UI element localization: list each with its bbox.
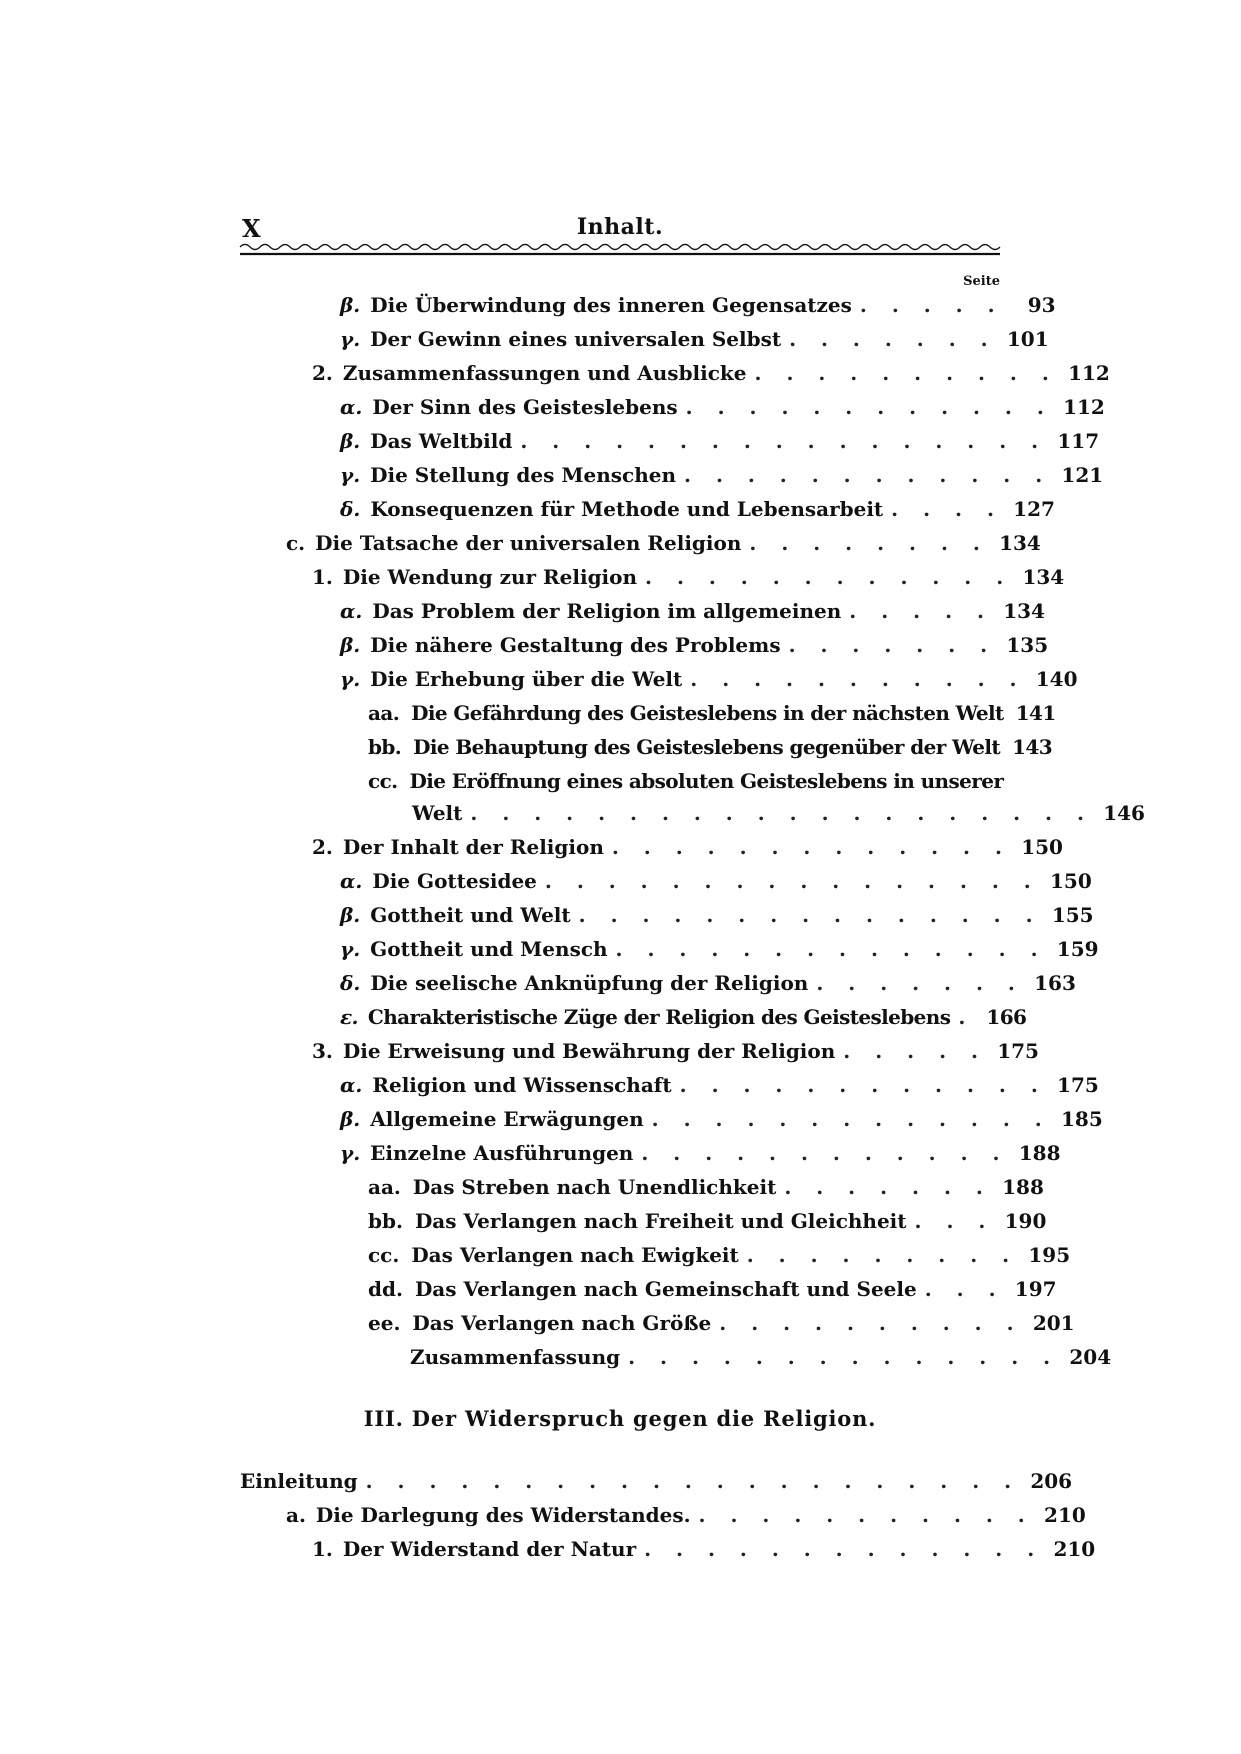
toc-leader-dots: . . . xyxy=(924,1277,1005,1301)
toc-leader-dots: . xyxy=(958,1005,975,1029)
toc-leader-dots: . . . . . . . . . . . . . xyxy=(611,835,1011,859)
toc-page-number: 150 xyxy=(1021,835,1063,859)
toc-leader-dots: . . . . . . . . . . . . xyxy=(685,395,1053,419)
toc-entry xyxy=(368,698,1056,728)
toc-label: δ. xyxy=(340,497,361,521)
toc-page-number: 143 xyxy=(1012,735,1053,759)
toc-page-number: 185 xyxy=(1061,1107,1103,1131)
seite-column-label: Seite xyxy=(963,274,1000,289)
toc-page-number: 150 xyxy=(1050,869,1092,893)
toc-leader-dots: . . . . . . . . . . . . . . xyxy=(615,937,1047,961)
toc-entry xyxy=(368,1172,1044,1202)
toc-page-number: 210 xyxy=(1053,1537,1096,1561)
toc-title: Die Gefährdung des Geisteslebens in der nächsten Welt xyxy=(411,701,1004,725)
toc-entry xyxy=(340,1104,1103,1134)
toc-title: Die Stellung des Menschen xyxy=(370,463,677,487)
toc-page-number: 134 xyxy=(1022,565,1065,589)
toc-page-number: 117 xyxy=(1057,429,1100,453)
toc-title: Das Streben nach Unendlichkeit xyxy=(412,1175,777,1199)
toc-label: γ. xyxy=(340,327,361,351)
toc-title: Die Erweisung und Bewährung der Religion xyxy=(342,1039,836,1063)
toc-page-number: 175 xyxy=(1057,1073,1099,1097)
toc-entry xyxy=(340,324,1049,354)
toc-title: Die nähere Gestaltung des Problems xyxy=(370,633,781,657)
toc-page-number: 101 xyxy=(1006,327,1049,351)
toc-title: Die Tatsache der universalen Religion xyxy=(315,531,742,555)
toc-entry xyxy=(368,1240,1071,1270)
toc-page-number: 93 xyxy=(1027,293,1056,317)
toc-page-number: 135 xyxy=(1006,633,1049,657)
toc-label: 1. xyxy=(312,565,333,589)
toc-page-number: 140 xyxy=(1035,667,1078,691)
toc-entry xyxy=(340,392,1105,422)
toc-title: Die Erhebung über die Welt xyxy=(370,667,683,691)
toc-entry xyxy=(340,1070,1099,1100)
toc-entry xyxy=(240,1466,1073,1496)
toc-page-number: 166 xyxy=(986,1005,1027,1029)
toc-leader-dots: . . . . . . . . . . xyxy=(754,361,1058,385)
toc-page-number: 204 xyxy=(1069,1345,1112,1369)
toc-page-number: 155 xyxy=(1051,903,1094,927)
toc-page-number: 201 xyxy=(1032,1311,1075,1335)
toc-title: Zusammenfassungen und Ausblicke xyxy=(342,361,747,385)
toc-entry xyxy=(312,562,1065,592)
toc-title: Einleitung xyxy=(240,1469,358,1493)
toc-label: β. xyxy=(340,293,361,317)
toc-leader-dots: . . . . . xyxy=(859,293,1004,317)
toc-page-number: 190 xyxy=(1004,1209,1047,1233)
toc-entry xyxy=(340,426,1100,456)
toc-page-number: 210 xyxy=(1044,1503,1086,1527)
toc-page-number: 146 xyxy=(1103,801,1145,825)
toc-page-number: 141 xyxy=(1015,701,1056,725)
toc-label: 2. xyxy=(312,361,333,385)
toc-leader-dots: . . . . xyxy=(891,497,1003,521)
toc-leader-dots: . . . xyxy=(914,1209,995,1233)
toc-page-number: 127 xyxy=(1013,497,1055,521)
toc-label: α. xyxy=(340,1073,363,1097)
toc-leader-dots: . . . . . . . xyxy=(789,327,997,351)
toc-page-number: 163 xyxy=(1034,971,1076,995)
toc-label: α. xyxy=(340,395,363,419)
toc-leader-dots: . . . . . . . . . . . xyxy=(690,667,1026,691)
page-folio: X xyxy=(242,214,261,243)
toc-page-number: 197 xyxy=(1014,1277,1057,1301)
toc-title: Das Verlangen nach Freiheit und Gleichheit xyxy=(414,1209,907,1233)
toc-label: aa. xyxy=(368,1175,401,1199)
toc-title: Die Behauptung des Geisteslebens gegenüber der Welt xyxy=(413,735,1001,759)
toc-title: Die Gottesidee xyxy=(372,869,537,893)
toc-title: Der Inhalt der Religion xyxy=(342,835,604,859)
toc-label: aa. xyxy=(368,701,400,725)
toc-entry xyxy=(368,766,1004,796)
toc-entry xyxy=(340,460,1104,490)
toc-page-number: 159 xyxy=(1056,937,1099,961)
toc-label: ε. xyxy=(340,1005,358,1029)
toc-entry xyxy=(368,732,1053,762)
toc-label: γ. xyxy=(340,1141,361,1165)
toc-entry xyxy=(340,630,1049,660)
toc-leader-dots: . . . . . xyxy=(849,599,993,623)
toc-entry xyxy=(312,1534,1096,1564)
toc-label: β. xyxy=(340,1107,361,1131)
toc-title: Konsequenzen für Methode und Lebensarbeit xyxy=(370,497,884,521)
toc-title: Das Verlangen nach Gemeinschaft und Seele xyxy=(414,1277,917,1301)
toc-leader-dots: . . . . . xyxy=(843,1039,987,1063)
toc-leader-dots: . . . . . . . . . . . . . . . . . xyxy=(520,429,1048,453)
toc-title: Die Darlegung des Widerstandes. xyxy=(315,1503,691,1527)
toc-title: Das Weltbild xyxy=(370,429,513,453)
toc-label: cc. xyxy=(368,1243,400,1267)
toc-title: Welt xyxy=(412,801,463,825)
toc-entry xyxy=(286,528,1041,558)
toc-label: α. xyxy=(340,599,363,623)
toc-label: β. xyxy=(340,903,361,927)
toc-title: Die Überwindung des inneren Gegensatzes xyxy=(370,293,852,317)
toc-entry xyxy=(412,798,1145,828)
toc-page-number: 206 xyxy=(1030,1469,1073,1493)
toc-entry xyxy=(312,1036,1039,1066)
toc-entry xyxy=(312,358,1110,388)
toc-leader-dots: . . . . . . . . . . . . xyxy=(645,565,1013,589)
toc-title: Die Wendung zur Religion xyxy=(342,565,638,589)
toc-leader-dots: . . . . . . . . . . . . . xyxy=(651,1107,1051,1131)
toc-title: Das Verlangen nach Ewigkeit xyxy=(411,1243,739,1267)
toc-entry xyxy=(410,1342,1112,1372)
toc-entry xyxy=(286,1500,1086,1530)
toc-leader-dots: . . . . . . . xyxy=(784,1175,992,1199)
toc-label: 3. xyxy=(312,1039,333,1063)
toc-label: c. xyxy=(286,531,306,555)
section-heading: III. Der Widerspruch gegen die Religion. xyxy=(363,1406,877,1431)
toc-entry xyxy=(340,1002,1027,1032)
toc-page-number: 134 xyxy=(1003,599,1045,623)
toc-leader-dots: . . . . . . . . . . . . . xyxy=(644,1537,1044,1561)
toc-entry xyxy=(368,1206,1047,1236)
toc-entry xyxy=(368,1308,1075,1338)
toc-leader-dots: . . . . . . . xyxy=(788,633,997,657)
toc-leader-dots: . . . . . . . . . . . . . . xyxy=(628,1345,1060,1369)
toc-entry xyxy=(312,832,1063,862)
toc-label: γ. xyxy=(340,937,361,961)
toc-label: a. xyxy=(286,1503,306,1527)
toc-entry xyxy=(340,290,1056,320)
toc-label: ee. xyxy=(368,1311,401,1335)
toc-entry xyxy=(340,900,1094,930)
toc-title: Die seelische Anknüpfung der Religion xyxy=(370,971,809,995)
toc-entry xyxy=(340,968,1076,998)
toc-title: Das Verlangen nach Größe xyxy=(412,1311,712,1335)
toc-leader-dots: . . . . . . . . xyxy=(749,531,989,555)
toc-page-number: 195 xyxy=(1028,1243,1071,1267)
toc-leader-dots: . . . . . . . . . . xyxy=(719,1311,1023,1335)
toc-entry xyxy=(340,1138,1061,1168)
toc-leader-dots: . . . . . . . . . . . . . . . . . . . . xyxy=(470,801,1093,825)
toc-page-number: 112 xyxy=(1063,395,1105,419)
toc-label: β. xyxy=(340,633,361,657)
toc-page-number: 188 xyxy=(1018,1141,1061,1165)
toc-leader-dots: . . . . . . . . . . . . xyxy=(641,1141,1009,1165)
toc-title: Der Sinn des Geisteslebens xyxy=(372,395,678,419)
toc-label: α. xyxy=(340,869,363,893)
toc-entry xyxy=(340,664,1078,694)
toc-label: dd. xyxy=(368,1277,403,1301)
toc-title: Der Gewinn eines universalen Selbst xyxy=(370,327,782,351)
toc-entry xyxy=(340,866,1092,896)
toc-label: 2. xyxy=(312,835,333,859)
toc-entry xyxy=(340,934,1099,964)
toc-title: Die Eröffnung eines absoluten Geisteslebens in unserer xyxy=(409,769,1004,793)
toc-label: bb. xyxy=(368,735,402,759)
toc-label: 1. xyxy=(312,1537,333,1561)
toc-label: γ. xyxy=(340,667,361,691)
toc-leader-dots: . . . . . . . . . . . xyxy=(698,1503,1034,1527)
toc-label: δ. xyxy=(340,971,361,995)
running-title: Inhalt. xyxy=(576,214,664,240)
toc-title: Der Widerstand der Natur xyxy=(342,1537,637,1561)
toc-entry xyxy=(340,494,1055,524)
toc-leader-dots: . . . . . . . . . . . . xyxy=(684,463,1052,487)
toc-leader-dots: . . . . . . . . . . . . . . . xyxy=(578,903,1042,927)
toc-label: β. xyxy=(340,429,361,453)
toc-leader-dots: . . . . . . . . . xyxy=(746,1243,1019,1267)
toc-page-number: 188 xyxy=(1002,1175,1044,1199)
toc-leader-dots: . . . . . . . . . . . . xyxy=(679,1073,1047,1097)
toc-page-number: 175 xyxy=(997,1039,1039,1063)
toc-leader-dots: . . . . . . . . . . . . . . . . xyxy=(544,869,1040,893)
toc-leader-dots: . . . . . . . xyxy=(816,971,1024,995)
toc-title: Das Problem der Religion im allgemeinen xyxy=(372,599,842,623)
toc-page-number: 121 xyxy=(1061,463,1104,487)
toc-entry xyxy=(340,596,1045,626)
toc-entry xyxy=(368,1274,1057,1304)
toc-title: Gottheit und Welt xyxy=(370,903,571,927)
toc-page-number: 112 xyxy=(1068,361,1110,385)
toc-title: Gottheit und Mensch xyxy=(370,937,608,961)
toc-title: Religion und Wissenschaft xyxy=(372,1073,672,1097)
toc-leader-dots: . . . . . . . . . . . . . . . . . . . . . xyxy=(365,1469,1021,1493)
toc-label: cc. xyxy=(368,769,398,793)
toc-title: Charakteristische Züge der Religion des Geisteslebens xyxy=(367,1005,951,1029)
toc-title: Einzelne Ausführungen xyxy=(370,1141,634,1165)
toc-label: γ. xyxy=(340,463,361,487)
toc-label: bb. xyxy=(368,1209,403,1233)
toc-title: Allgemeine Erwägungen xyxy=(370,1107,644,1131)
toc-page-number: 134 xyxy=(999,531,1041,555)
toc-title: Zusammenfassung xyxy=(410,1345,621,1369)
